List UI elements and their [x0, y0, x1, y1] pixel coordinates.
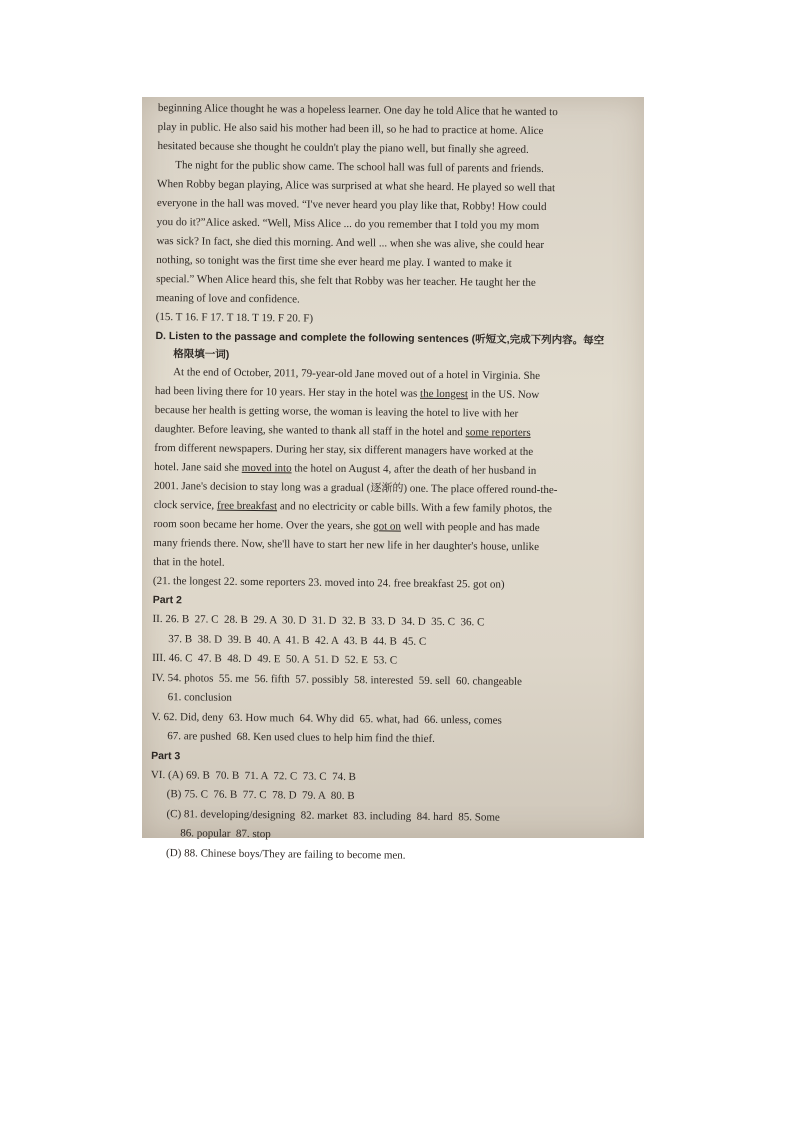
passage-line: meaning of love and confidence. — [155, 291, 300, 306]
document-photo — [142, 97, 644, 862]
part-3-heading: Part 3 — [151, 749, 181, 762]
blank-answer: the longest — [419, 387, 469, 401]
answer-line: II. 26. B 27. C 28. B 29. A 30. D 31. D 32. B 33. D 34. D 35. C 36. C — [152, 612, 485, 629]
blank-answer: got on — [373, 520, 402, 533]
passage-c-end — [157, 99, 638, 161]
answer-line: VI. (A) 69. B 70. B 71. A 72. C 73. C 74. B — [150, 768, 357, 783]
passage-line: At the end of October, 2011, 79-year-old Jane moved out of a hotel in Virginia. She — [173, 366, 541, 383]
passage-line: hesitated because she thought he couldn't play the piano well, but finally she agreed. — [157, 139, 529, 156]
answers-section-c: (15. T 16. F 17. T 18. T 19. F 20. F) — [155, 310, 314, 325]
passage-line: 2001. Jane's decision to stay long was a gradual (逐渐的) one. The place offered round-the- — [153, 479, 558, 497]
answer-line: 86. popular 87. stop — [180, 827, 271, 841]
passage-line: nothing, so tonight was the first time she ever heard me play. I wanted to make it — [156, 253, 512, 270]
passage-line: everyone in the hall was moved. “I've never heard you play like that, Robby! How could — [156, 196, 547, 214]
section-d-title: D. Listen to the passage and complete the following sentences (听短文,完成下列内容。每空 — [155, 329, 605, 347]
passage-line: was sick? In fact, she died this morning. And well ... when she was alive, she could hear — [156, 234, 545, 252]
passage-line: The night for the public show came. The school hall was full of parents and friends. — [175, 159, 544, 176]
passage-line: clock service, free breakfast and no electricity or cable bills. With a few family photos, the — [153, 498, 553, 516]
passage-line: because her health is getting worse, the woman is leaving the hotel to live with her — [154, 403, 519, 420]
passage-line: beginning Alice thought he was a hopeless learner. One day he told Alice that he wanted to — [157, 101, 558, 119]
passage-line: many friends there. Now, she'll have to start her new life in her daughter's house, unlike — [153, 536, 540, 554]
answer-line: IV. 54. photos 55. me 56. fifth 57. possibly 58. interested 59. sell 60. changeable — [151, 671, 523, 688]
passage-line: special.” When Alice heard this, she felt that Robby was her teacher. He taught her the — [156, 272, 536, 289]
passage-line: had been living there for 10 years. Her stay in the hotel was the longest in the US. Now — [154, 384, 540, 402]
answer-line: 67. are pushed 68. Ken used clues to help him find the thief. — [167, 730, 435, 745]
answer-line: (D) 88. Chinese boys/They are failing to become men. — [166, 846, 406, 862]
answer-line: 37. B 38. D 39. B 40. A 41. B 42. A 43. B 44. B 45. C — [168, 632, 427, 648]
answer-line: 61. conclusion — [167, 691, 232, 704]
textbook-page — [150, 97, 638, 868]
blank-answer: free breakfast — [216, 499, 278, 513]
blank-answer: some reporters — [465, 426, 531, 439]
answer-line: (C) 81. developing/designing 82. market 83. including 84. hard 85. Some — [166, 807, 500, 824]
passage-line: When Robby began playing, Alice was surprised at what she heard. He played so well that — [157, 177, 556, 195]
passage-line: daughter. Before leaving, she wanted to thank all staff in the hotel and some reporters — [154, 422, 531, 439]
passage-line: that in the hotel. — [153, 555, 225, 569]
passage-c-paragraph — [156, 156, 638, 313]
answer-line: (B) 75. C 76. B 77. C 78. D 79. A 80. B — [166, 788, 355, 803]
answer-line: III. 46. C 47. B 48. D 49. E 50. A 51. D 52. E 53. C — [152, 651, 398, 667]
answers-section-d: (21. the longest 22. some reporters 23. moved into 24. free breakfast 25. got on) — [152, 574, 505, 591]
passage-line: hotel. Jane said she moved into the hotel on August 4, after the death of her husband in — [154, 460, 537, 477]
passage-line: room soon became her home. Over the years, she got on well with people and has made — [153, 517, 540, 535]
section-d-title-cont: 格限填一词) — [173, 348, 230, 361]
passage-line: from different newspapers. During her stay, six different managers have worked at the — [154, 441, 534, 458]
passage-line: you do it?”Alice asked. “Well, Miss Alice ... do you remember that I told you my mom — [156, 215, 540, 232]
passage-line: play in public. He also said his mother had been ill, so he had to practice at home. Alice — [157, 120, 544, 138]
blank-answer: moved into — [241, 461, 292, 475]
part-2-heading: Part 2 — [152, 593, 182, 607]
passage-d — [153, 363, 635, 577]
answer-line: V. 62. Did, deny 63. How much 64. Why did 65. what, had 66. unless, comes — [151, 710, 502, 727]
